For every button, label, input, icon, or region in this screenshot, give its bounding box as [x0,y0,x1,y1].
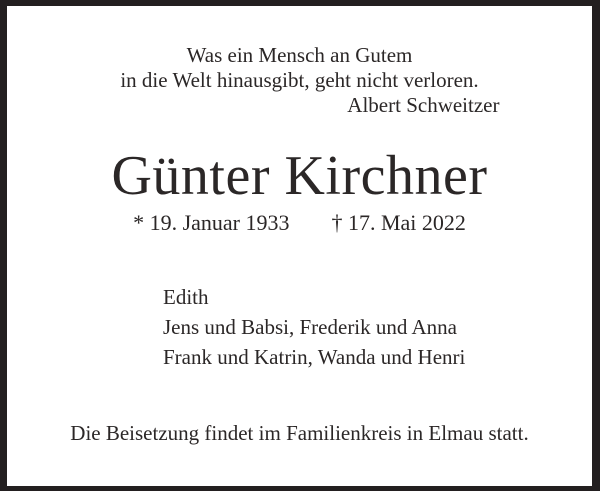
life-dates [7,209,592,237]
closing-line: Die Beisetzung findet im Familienkreis in Elmau statt. [70,421,529,445]
quote-attribution: Albert Schweitzer [347,93,500,117]
memorial-quote [100,43,500,118]
mourner-line: Frank und Katrin, Wanda und Henri [163,345,466,369]
mourner-line: Edith [163,285,209,309]
deceased-name: Günter Kirchner [111,145,488,207]
quote-line-1: Was ein Mensch an Gutem [186,43,413,67]
mourners-list [163,282,592,372]
birth-date: * 19. Januar 1933 [133,210,290,235]
death-date: † 17. Mai 2022 [331,210,466,235]
mourner-line: Jens und Babsi, Frederik und Anna [163,315,457,339]
quote-line-2: in die Welt hinausgibt, geht nicht verloren. [120,68,479,92]
